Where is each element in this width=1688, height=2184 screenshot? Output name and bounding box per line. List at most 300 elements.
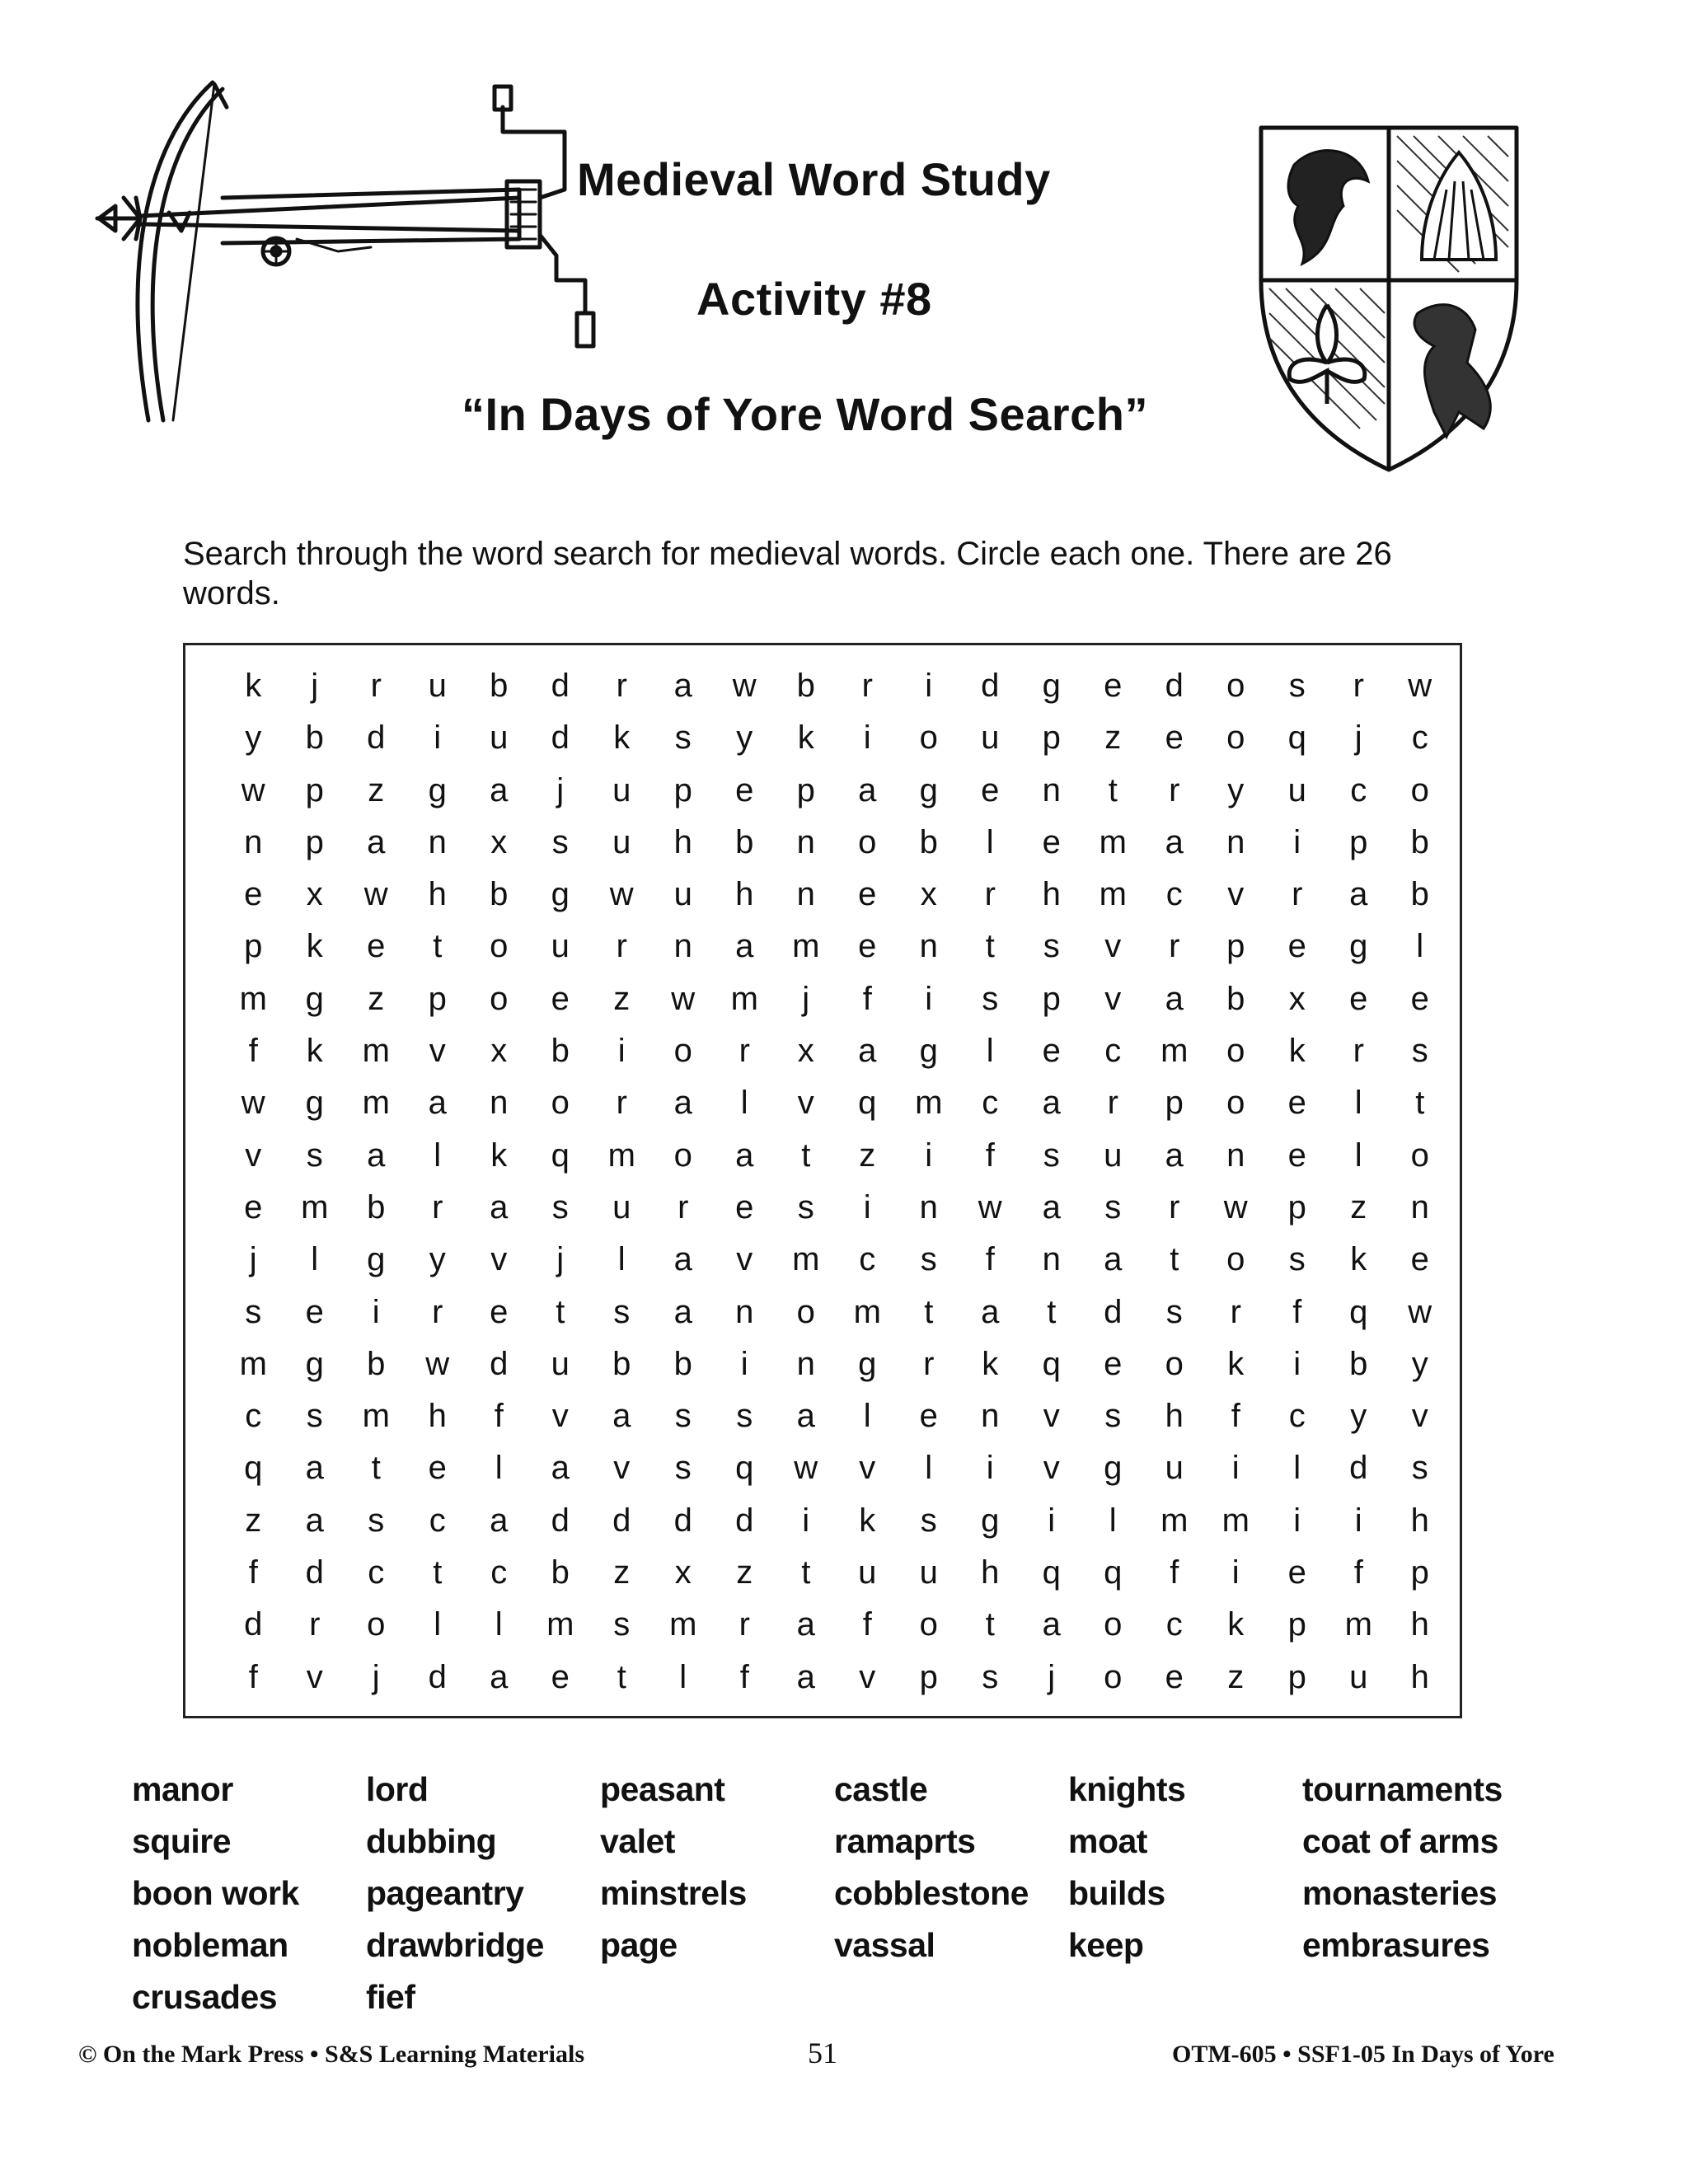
grid-letter[interactable]: b — [796, 668, 815, 704]
grid-letter[interactable]: j — [249, 1241, 257, 1278]
grid-letter[interactable]: s — [1165, 1293, 1183, 1330]
grid-letter[interactable]: r — [432, 1188, 443, 1226]
grid-letter[interactable]: m — [239, 1345, 267, 1382]
grid-letter[interactable]: c — [1288, 1398, 1306, 1435]
grid-letter[interactable]: i — [1293, 1502, 1301, 1539]
grid-letter[interactable]: e — [1287, 1137, 1306, 1174]
grid-letter[interactable]: v — [1104, 928, 1122, 965]
grid-letter[interactable]: i — [1048, 1502, 1056, 1539]
grid-letter[interactable]: l — [1293, 1450, 1301, 1487]
grid-letter[interactable]: i — [925, 1137, 933, 1174]
grid-letter[interactable]: i — [925, 668, 933, 704]
grid-letter[interactable]: d — [551, 1502, 570, 1539]
grid-letter[interactable]: c — [368, 1554, 385, 1591]
grid-letter[interactable]: a — [490, 771, 509, 808]
grid-letter[interactable]: n — [1226, 823, 1245, 860]
grid-letter[interactable]: m — [239, 980, 267, 1017]
grid-letter[interactable]: l — [925, 1450, 933, 1487]
grid-letter[interactable]: f — [1231, 1398, 1240, 1435]
grid-letter[interactable]: w — [1408, 668, 1432, 704]
grid-letter[interactable]: m — [1160, 1033, 1189, 1070]
grid-letter[interactable]: x — [490, 823, 508, 860]
grid-letter[interactable]: p — [1349, 823, 1368, 860]
grid-letter[interactable]: n — [981, 1398, 1000, 1435]
grid-letter[interactable]: p — [1042, 719, 1061, 757]
grid-letter[interactable]: b — [673, 1345, 692, 1382]
grid-letter[interactable]: q — [1104, 1554, 1123, 1591]
grid-letter[interactable]: i — [740, 1345, 748, 1382]
grid-letter[interactable]: m — [853, 1293, 881, 1330]
grid-letter[interactable]: o — [1165, 1345, 1184, 1382]
grid-letter[interactable]: f — [248, 1033, 258, 1070]
grid-letter[interactable]: a — [612, 1398, 631, 1435]
grid-letter[interactable]: v — [859, 1658, 876, 1695]
grid-letter[interactable]: b — [919, 823, 938, 860]
grid-letter[interactable]: p — [1287, 1658, 1306, 1695]
grid-letter[interactable]: u — [673, 876, 692, 913]
grid-letter[interactable]: n — [796, 823, 815, 860]
grid-letter[interactable]: u — [919, 1554, 938, 1591]
grid-letter[interactable]: m — [546, 1606, 574, 1643]
grid-letter[interactable]: n — [919, 928, 938, 965]
grid-letter[interactable]: c — [982, 1085, 999, 1122]
grid-letter[interactable]: e — [1042, 823, 1061, 860]
grid-letter[interactable]: x — [306, 876, 323, 913]
grid-letter[interactable]: u — [551, 928, 570, 965]
grid-letter[interactable]: r — [861, 668, 873, 704]
grid-letter[interactable]: f — [248, 1554, 258, 1591]
grid-letter[interactable]: f — [1170, 1554, 1179, 1591]
grid-letter[interactable]: a — [1165, 980, 1184, 1017]
grid-letter[interactable]: d — [1165, 668, 1184, 704]
grid-letter[interactable]: d — [673, 1502, 692, 1539]
grid-letter[interactable]: e — [1165, 1658, 1184, 1695]
grid-letter[interactable]: q — [858, 1085, 877, 1122]
grid-letter[interactable]: f — [985, 1137, 995, 1174]
grid-letter[interactable]: y — [1350, 1398, 1367, 1435]
grid-letter[interactable]: r — [1353, 668, 1364, 704]
grid-letter[interactable]: p — [919, 1658, 938, 1695]
grid-letter[interactable]: e — [1410, 1241, 1429, 1278]
grid-letter[interactable]: v — [1043, 1398, 1060, 1435]
grid-letter[interactable]: o — [1226, 1241, 1245, 1278]
grid-letter[interactable]: d — [735, 1502, 754, 1539]
grid-letter[interactable]: k — [1350, 1241, 1367, 1278]
grid-letter[interactable]: o — [1226, 668, 1245, 704]
grid-letter[interactable]: s — [736, 1398, 753, 1435]
grid-letter[interactable]: m — [915, 1085, 943, 1122]
grid-letter[interactable]: o — [919, 719, 938, 757]
grid-letter[interactable]: p — [1287, 1606, 1306, 1643]
grid-letter[interactable]: h — [428, 876, 447, 913]
grid-letter[interactable]: d — [1104, 1293, 1123, 1330]
grid-letter[interactable]: n — [735, 1293, 754, 1330]
grid-letter[interactable]: i — [1293, 1345, 1301, 1382]
grid-letter[interactable]: n — [796, 876, 815, 913]
grid-letter[interactable]: o — [367, 1606, 386, 1643]
grid-letter[interactable]: n — [1042, 1241, 1061, 1278]
grid-letter[interactable]: y — [736, 719, 753, 757]
grid-letter[interactable]: l — [495, 1606, 503, 1643]
grid-letter[interactable]: l — [1354, 1137, 1362, 1174]
grid-letter[interactable]: n — [244, 823, 263, 860]
grid-letter[interactable]: s — [1411, 1033, 1428, 1070]
grid-letter[interactable]: x — [797, 1033, 814, 1070]
grid-letter[interactable]: c — [859, 1241, 876, 1278]
grid-letter[interactable]: s — [982, 980, 999, 1017]
grid-letter[interactable]: q — [551, 1137, 570, 1174]
grid-letter[interactable]: r — [1169, 771, 1180, 808]
grid-letter[interactable]: n — [1410, 1188, 1429, 1226]
grid-letter[interactable]: i — [802, 1502, 810, 1539]
grid-letter[interactable]: n — [1042, 771, 1061, 808]
grid-letter[interactable]: e — [244, 1188, 263, 1226]
grid-letter[interactable]: u — [1287, 771, 1306, 808]
grid-letter[interactable]: s — [368, 1502, 385, 1539]
grid-letter[interactable]: a — [305, 1502, 324, 1539]
grid-letter[interactable]: h — [1042, 876, 1061, 913]
grid-letter[interactable]: s — [613, 1606, 631, 1643]
grid-letter[interactable]: r — [432, 1293, 443, 1330]
grid-letter[interactable]: l — [740, 1085, 748, 1122]
grid-letter[interactable]: s — [1043, 928, 1060, 965]
grid-letter[interactable]: e — [919, 1398, 938, 1435]
grid-letter[interactable]: w — [794, 1450, 818, 1487]
grid-letter[interactable]: v — [551, 1398, 569, 1435]
grid-letter[interactable]: a — [858, 771, 877, 808]
grid-letter[interactable]: f — [862, 980, 872, 1017]
grid-letter[interactable]: n — [919, 1188, 938, 1226]
grid-letter[interactable]: g — [428, 771, 447, 808]
grid-letter[interactable]: h — [1165, 1398, 1184, 1435]
grid-letter[interactable]: l — [1109, 1502, 1117, 1539]
grid-letter[interactable]: m — [792, 928, 820, 965]
grid-letter[interactable]: s — [674, 719, 692, 757]
grid-letter[interactable]: e — [1104, 668, 1123, 704]
grid-letter[interactable]: h — [735, 876, 754, 913]
grid-letter[interactable]: g — [367, 1241, 386, 1278]
grid-letter[interactable]: m — [607, 1137, 635, 1174]
grid-letter[interactable]: g — [858, 1345, 877, 1382]
grid-letter[interactable]: l — [434, 1606, 442, 1643]
grid-letter[interactable]: j — [802, 980, 810, 1017]
grid-letter[interactable]: n — [796, 1345, 815, 1382]
grid-letter[interactable]: m — [1099, 823, 1127, 860]
grid-letter[interactable]: q — [1042, 1345, 1061, 1382]
grid-letter[interactable]: e — [1165, 719, 1184, 757]
grid-letter[interactable]: k — [797, 719, 814, 757]
grid-letter[interactable]: p — [673, 771, 692, 808]
grid-letter[interactable]: z — [613, 980, 631, 1017]
grid-letter[interactable]: w — [732, 668, 757, 704]
grid-letter[interactable]: e — [735, 771, 754, 808]
grid-letter[interactable]: w — [978, 1188, 1002, 1226]
grid-letter[interactable]: v — [429, 1033, 446, 1070]
grid-letter[interactable]: b — [1410, 876, 1429, 913]
grid-letter[interactable]: o — [858, 823, 877, 860]
grid-letter[interactable]: t — [924, 1293, 934, 1330]
grid-letter[interactable]: t — [433, 1554, 443, 1591]
grid-letter[interactable]: s — [1288, 668, 1306, 704]
grid-letter[interactable]: m — [669, 1606, 697, 1643]
grid-letter[interactable]: l — [617, 1241, 626, 1278]
grid-letter[interactable]: o — [673, 1033, 692, 1070]
grid-letter[interactable]: s — [551, 823, 569, 860]
grid-letter[interactable]: v — [859, 1450, 876, 1487]
grid-letter[interactable]: t — [985, 1606, 995, 1643]
grid-letter[interactable]: r — [1230, 1293, 1241, 1330]
grid-letter[interactable]: x — [1288, 980, 1306, 1017]
grid-letter[interactable]: r — [1169, 928, 1180, 965]
grid-letter[interactable]: d — [367, 719, 386, 757]
grid-letter[interactable]: u — [612, 1188, 631, 1226]
grid-letter[interactable]: o — [919, 1606, 938, 1643]
grid-letter[interactable]: z — [368, 771, 385, 808]
grid-letter[interactable]: h — [673, 823, 692, 860]
grid-letter[interactable]: d — [612, 1502, 631, 1539]
grid-letter[interactable]: u — [1349, 1658, 1368, 1695]
grid-letter[interactable]: o — [490, 928, 509, 965]
grid-letter[interactable]: p — [244, 928, 263, 965]
grid-letter[interactable]: a — [1165, 1137, 1184, 1174]
grid-letter[interactable]: q — [735, 1450, 754, 1487]
grid-letter[interactable]: s — [982, 1658, 999, 1695]
grid-letter[interactable]: g — [551, 876, 570, 913]
grid-letter[interactable]: s — [674, 1398, 692, 1435]
grid-letter[interactable]: o — [551, 1085, 570, 1122]
grid-letter[interactable]: a — [673, 1241, 692, 1278]
grid-letter[interactable]: b — [551, 1554, 570, 1591]
grid-letter[interactable]: z — [1227, 1658, 1245, 1695]
grid-letter[interactable]: a — [735, 1137, 754, 1174]
grid-letter[interactable]: b — [551, 1033, 570, 1070]
grid-letter[interactable]: s — [245, 1293, 262, 1330]
grid-letter[interactable]: k — [1288, 1033, 1306, 1070]
grid-letter[interactable]: e — [981, 771, 1000, 808]
grid-letter[interactable]: s — [1411, 1450, 1428, 1487]
grid-letter[interactable]: o — [1226, 719, 1245, 757]
grid-letter[interactable]: k — [1227, 1345, 1245, 1382]
grid-letter[interactable]: t — [985, 928, 995, 965]
grid-letter[interactable]: n — [1226, 1137, 1245, 1174]
grid-letter[interactable]: k — [613, 719, 631, 757]
grid-letter[interactable]: w — [609, 876, 634, 913]
grid-letter[interactable]: a — [490, 1502, 509, 1539]
grid-letter[interactable]: l — [1354, 1085, 1362, 1122]
grid-letter[interactable]: a — [428, 1085, 447, 1122]
grid-letter[interactable]: g — [305, 980, 324, 1017]
grid-letter[interactable]: m — [362, 1033, 390, 1070]
grid-letter[interactable]: s — [1104, 1188, 1122, 1226]
grid-letter[interactable]: s — [613, 1293, 631, 1330]
grid-letter[interactable]: s — [1288, 1241, 1306, 1278]
grid-letter[interactable]: o — [1104, 1606, 1123, 1643]
grid-letter[interactable]: t — [371, 1450, 381, 1487]
grid-letter[interactable]: l — [679, 1658, 687, 1695]
grid-letter[interactable]: r — [678, 1188, 689, 1226]
grid-letter[interactable]: f — [1292, 1293, 1302, 1330]
grid-letter[interactable]: p — [796, 771, 815, 808]
grid-letter[interactable]: f — [739, 1658, 749, 1695]
grid-letter[interactable]: w — [1223, 1188, 1248, 1226]
grid-letter[interactable]: n — [428, 823, 447, 860]
grid-letter[interactable]: p — [1165, 1085, 1184, 1122]
grid-letter[interactable]: i — [1231, 1554, 1240, 1591]
grid-letter[interactable]: v — [1227, 876, 1245, 913]
grid-letter[interactable]: i — [925, 980, 933, 1017]
grid-letter[interactable]: a — [796, 1658, 815, 1695]
grid-letter[interactable]: u — [612, 823, 631, 860]
grid-letter[interactable]: y — [245, 719, 262, 757]
grid-letter[interactable]: g — [1104, 1450, 1123, 1487]
grid-letter[interactable]: k — [859, 1502, 876, 1539]
grid-letter[interactable]: m — [792, 1241, 820, 1278]
grid-letter[interactable]: v — [490, 1241, 508, 1278]
grid-letter[interactable]: c — [1350, 771, 1367, 808]
grid-letter[interactable]: s — [551, 1188, 569, 1226]
grid-letter[interactable]: c — [245, 1398, 262, 1435]
grid-letter[interactable]: g — [1042, 668, 1061, 704]
grid-letter[interactable]: a — [1042, 1606, 1061, 1643]
grid-letter[interactable]: w — [671, 980, 696, 1017]
grid-letter[interactable]: c — [429, 1502, 446, 1539]
grid-letter[interactable]: a — [858, 1033, 877, 1070]
grid-letter[interactable]: a — [673, 668, 692, 704]
grid-letter[interactable]: a — [673, 1293, 692, 1330]
grid-letter[interactable]: z — [1350, 1188, 1367, 1226]
grid-letter[interactable]: u — [428, 668, 447, 704]
grid-letter[interactable]: n — [673, 928, 692, 965]
grid-letter[interactable]: o — [1226, 1033, 1245, 1070]
grid-letter[interactable]: f — [862, 1606, 872, 1643]
grid-letter[interactable]: q — [244, 1450, 263, 1487]
grid-letter[interactable]: w — [241, 771, 265, 808]
grid-letter[interactable]: w — [363, 876, 388, 913]
grid-letter[interactable]: s — [306, 1137, 323, 1174]
grid-letter[interactable]: d — [981, 668, 1000, 704]
grid-letter[interactable]: d — [1349, 1450, 1368, 1487]
grid-letter[interactable]: h — [428, 1398, 447, 1435]
grid-letter[interactable]: b — [305, 719, 324, 757]
grid-letter[interactable]: p — [1287, 1188, 1306, 1226]
grid-letter[interactable]: b — [1226, 980, 1245, 1017]
grid-letter[interactable]: x — [674, 1554, 692, 1591]
grid-letter[interactable]: a — [1104, 1241, 1123, 1278]
grid-letter[interactable]: e — [858, 876, 877, 913]
grid-letter[interactable]: a — [490, 1658, 509, 1695]
grid-letter[interactable]: i — [863, 1188, 871, 1226]
grid-letter[interactable]: a — [673, 1085, 692, 1122]
grid-letter[interactable]: o — [490, 980, 509, 1017]
grid-letter[interactable]: m — [1221, 1502, 1250, 1539]
grid-letter[interactable]: v — [1043, 1450, 1060, 1487]
grid-letter[interactable]: r — [1292, 876, 1303, 913]
grid-letter[interactable]: w — [241, 1085, 265, 1122]
grid-letter[interactable]: e — [551, 1658, 570, 1695]
grid-letter[interactable]: g — [981, 1502, 1000, 1539]
grid-letter[interactable]: m — [1160, 1502, 1189, 1539]
grid-letter[interactable]: m — [362, 1085, 390, 1122]
grid-letter[interactable]: l — [311, 1241, 319, 1278]
grid-letter[interactable]: r — [616, 668, 627, 704]
grid-letter[interactable]: h — [981, 1554, 1000, 1591]
grid-letter[interactable]: j — [556, 771, 565, 808]
grid-letter[interactable]: d — [551, 668, 570, 704]
grid-letter[interactable]: v — [306, 1658, 323, 1695]
grid-letter[interactable]: m — [1344, 1606, 1372, 1643]
grid-letter[interactable]: i — [1293, 823, 1301, 860]
grid-letter[interactable]: g — [305, 1345, 324, 1382]
grid-letter[interactable]: u — [1165, 1450, 1184, 1487]
grid-letter[interactable]: z — [613, 1554, 631, 1591]
grid-letter[interactable]: t — [1415, 1085, 1425, 1122]
grid-letter[interactable]: i — [863, 719, 871, 757]
grid-letter[interactable]: v — [1104, 980, 1122, 1017]
grid-letter[interactable]: u — [490, 719, 509, 757]
grid-letter[interactable]: e — [1410, 980, 1429, 1017]
grid-letter[interactable]: e — [1042, 1033, 1061, 1070]
grid-letter[interactable]: r — [738, 1606, 750, 1643]
grid-letter[interactable]: t — [1108, 771, 1118, 808]
grid-letter[interactable]: r — [370, 668, 382, 704]
grid-letter[interactable]: t — [556, 1293, 565, 1330]
grid-letter[interactable]: x — [920, 876, 937, 913]
grid-letter[interactable]: a — [735, 928, 754, 965]
grid-letter[interactable]: o — [796, 1293, 815, 1330]
grid-letter[interactable]: c — [1165, 1606, 1183, 1643]
grid-letter[interactable]: e — [1349, 980, 1368, 1017]
grid-letter[interactable]: j — [1354, 719, 1362, 757]
grid-letter[interactable]: x — [490, 1033, 508, 1070]
grid-letter[interactable]: q — [1042, 1554, 1061, 1591]
grid-letter[interactable]: c — [1411, 719, 1428, 757]
grid-letter[interactable]: b — [612, 1345, 631, 1382]
grid-letter[interactable]: e — [1104, 1345, 1123, 1382]
grid-letter[interactable]: e — [244, 876, 263, 913]
grid-letter[interactable]: o — [1410, 1137, 1429, 1174]
grid-letter[interactable]: t — [1170, 1241, 1179, 1278]
grid-letter[interactable]: d — [244, 1606, 263, 1643]
grid-letter[interactable]: b — [367, 1188, 386, 1226]
grid-letter[interactable]: r — [1353, 1033, 1364, 1070]
grid-letter[interactable]: j — [311, 668, 319, 704]
grid-letter[interactable]: s — [1104, 1398, 1122, 1435]
grid-letter[interactable]: p — [1042, 980, 1061, 1017]
grid-letter[interactable]: a — [551, 1450, 570, 1487]
grid-letter[interactable]: c — [1104, 1033, 1122, 1070]
grid-letter[interactable]: k — [1227, 1606, 1245, 1643]
grid-letter[interactable]: b — [1349, 1345, 1368, 1382]
grid-letter[interactable]: p — [1226, 928, 1245, 965]
grid-letter[interactable]: u — [1104, 1137, 1123, 1174]
grid-letter[interactable]: g — [919, 771, 938, 808]
grid-letter[interactable]: m — [730, 980, 758, 1017]
grid-letter[interactable]: g — [1349, 928, 1368, 965]
grid-letter[interactable]: a — [305, 1450, 324, 1487]
grid-letter[interactable]: k — [245, 668, 262, 704]
grid-letter[interactable]: a — [796, 1606, 815, 1643]
grid-letter[interactable]: j — [1048, 1658, 1056, 1695]
grid-letter[interactable]: i — [372, 1293, 380, 1330]
grid-letter[interactable]: e — [490, 1293, 509, 1330]
grid-letter[interactable]: r — [616, 1085, 627, 1122]
grid-letter[interactable]: a — [367, 1137, 386, 1174]
grid-letter[interactable]: o — [673, 1137, 692, 1174]
grid-letter[interactable]: r — [309, 1606, 321, 1643]
grid-letter[interactable]: r — [616, 928, 627, 965]
grid-letter[interactable]: g — [305, 1085, 324, 1122]
grid-letter[interactable]: u — [858, 1554, 877, 1591]
